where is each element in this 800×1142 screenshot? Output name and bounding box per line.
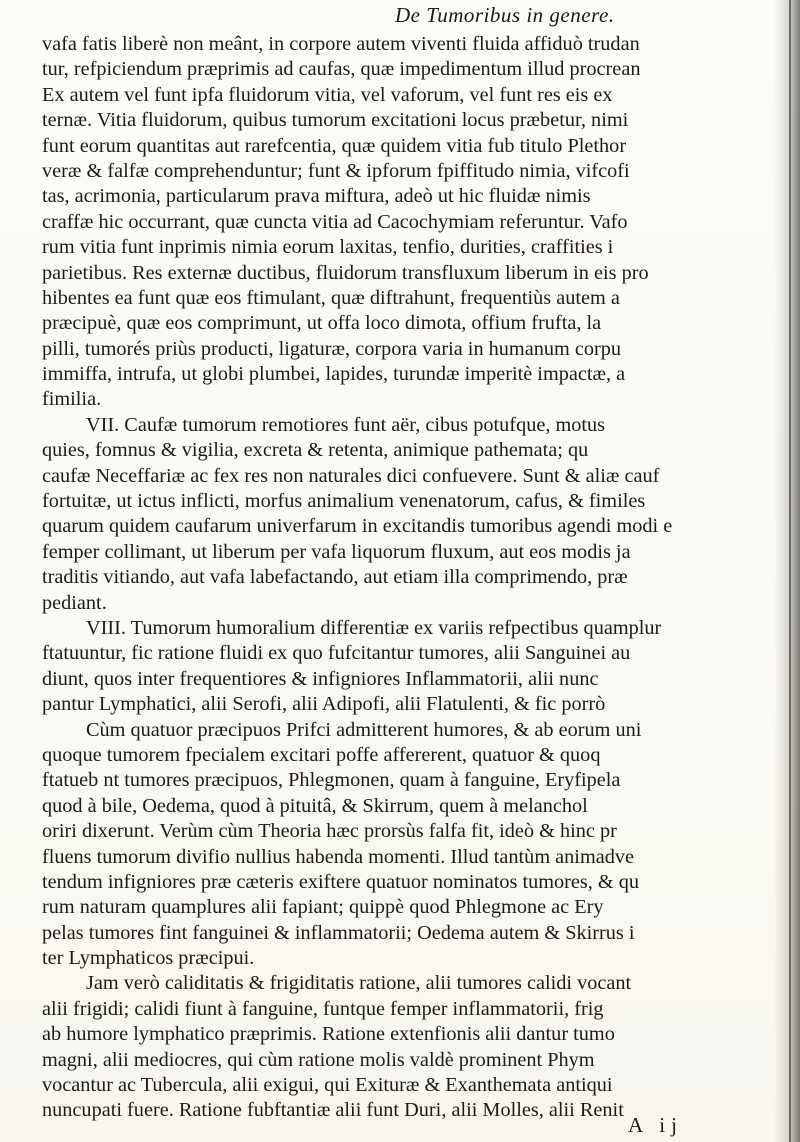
text-line: Jam verò caliditatis & frigiditatis ratione, alii tumores calidi vocant — [86, 972, 632, 995]
text-line: pediant. — [42, 591, 107, 614]
text-line: rum naturam quamplures alii fapiant; quippè quod Phlegmone ac Ery — [42, 896, 604, 919]
text-line: alii frigidi; calidi fiunt à fanguine, funtque femper inflammatorii, frig — [42, 997, 604, 1020]
text-line: tur, refpiciendum præprimis ad caufas, quæ impedimentum illud procrean — [42, 58, 641, 81]
running-header: De Tumoribus in genere. — [395, 3, 615, 27]
gutter-line — [789, 0, 791, 1142]
text-line: traditis vitiando, aut vafa labefactando, aut etiam illa comprimendo, præ — [42, 566, 628, 589]
text-line: ftatueb nt tumores præcipuos, Phlegmonen, quam à fanguine, Eryfipela — [42, 769, 621, 792]
text-line: ab humore lymphatico præprimis. Ratione extenfionis alii dantur tumo — [42, 1023, 615, 1046]
gutter-shadow — [774, 0, 800, 1142]
text-line: ter Lymphaticos præcipui. — [42, 947, 255, 970]
text-line: magni, alii mediocres, qui cùm ratione molis valdè prominent Phym — [42, 1048, 595, 1071]
text-line: diunt, quos inter frequentiores & infigniores Inflammatorii, alii nunc — [42, 667, 599, 690]
text-line: ftatuuntur, fic ratione fluidi ex quo fufcitantur tumores, alii Sanguinei au — [42, 642, 631, 665]
text-line: præcipuè, quæ eos comprimunt, ut offa loco dimota, offium frufta, la — [42, 312, 602, 335]
text-line: ternæ. Vitia fluidorum, quibus tumorum excitationi locus præbetur, nimi — [42, 109, 629, 132]
body-text — [42, 32, 782, 1124]
text-line: fortuitæ, ut ictus inflicti, morfus animalium venenatorum, cafus, & fimiles — [42, 490, 646, 513]
text-line: veræ & falfæ comprehenduntur; funt & ipforum fpiffitudo nimia, vifcofi — [42, 159, 630, 182]
text-line: VIII. Tumorum humoralium differentiæ ex variis refpectibus quamplur — [86, 616, 662, 639]
text-line: hibentes ea funt quæ eos ftimulant, quæ diftrahunt, frequentiùs autem a — [42, 286, 620, 309]
text-line: fluens tumorum divifio nullius habenda momenti. Illud tantùm animadve — [42, 845, 634, 868]
text-line: femper collimant, ut liberum per vafa liquorum fluxum, aut eos modis ja — [42, 540, 631, 563]
signature-mark: A ij — [628, 1113, 683, 1137]
text-line: craffæ hic occurrant, quæ cunctа vitia ad Cacochymiam referuntur. Vafo — [42, 210, 628, 233]
text-line: rum vitia funt inprimis nimia eorum laxitas, tenfio, durities, craffities i — [42, 236, 614, 259]
text-line: Ex autem vel funt ipfa fluidorum vitia, vel vaforum, vel funt res eis ex — [42, 83, 613, 106]
text-line: pantur Lymphatici, alii Serofi, alii Adipofi, alii Flatulenti, & fic porrò — [42, 693, 606, 716]
text-line: oriri dixerunt. Verùm cùm Theoria hæc prorsùs falfa fit, ideò & hinc pr — [42, 820, 617, 843]
text-line: Cùm quatuor præcipuos Prifci admitterent humores, & ab eorum uni — [86, 718, 642, 741]
text-line: pilli, tumorés priùs producti, ligaturæ, corpora varia in humanum corpu — [42, 337, 622, 360]
text-line: vafa fatis liberè non meânt, in corpore autem viventi fluida affiduò trudan — [42, 33, 640, 55]
text-line: pelas tumores fint fanguinei & inflammatorii; Oedema autem & Skirrus i — [42, 921, 635, 944]
text-line: tendum infigniores præ cæteris exiftere quatuor nominatos tumores, & qu — [42, 870, 640, 893]
text-line: nuncupati fuere. Ratione fubftantiæ alii funt Duri, alii Molles, alii Renit — [42, 1099, 624, 1122]
text-line: quies, fomnus & vigilia, excreta & retenta, animique pathemata; qu — [42, 439, 589, 462]
text-line: fimilia. — [42, 388, 102, 411]
text-line: quoque tumorem fpecialem excitari poffe affererent, quatuor & quoq — [42, 743, 601, 766]
text-line: quod à bile, Oedema, quod à pituitâ, & Skirrum, quem à melanchol — [42, 794, 588, 817]
text-line: VII. Caufæ tumorum remotiores funt aër, cibus potufque, motus — [86, 413, 606, 436]
text-line: immiffa, intrufa, ut globi plumbei, lapides, turundæ imperitè impactæ, a — [42, 363, 626, 386]
text-line: tas, acrimonia, particularum prava miftura, adeò ut hic fluidæ nimis — [42, 185, 591, 208]
text-line: funt eorum quantitas aut rarefcentia, quæ quidem vitia fub titulo Plethor — [42, 134, 627, 157]
text-line: quarum quidem caufarum univerfarum in excitandis tumoribus agendi modi e — [42, 515, 673, 538]
text-line: vocantur ac Tubercula, alii exigui, qui Exituræ & Exanthemata antiqui — [42, 1074, 613, 1097]
text-line: caufæ Neceffariæ ac fex res non naturales dici confuevere. Sunt & aliæ cauf — [42, 464, 660, 487]
text-line: parietibus. Res externæ ductibus, fluidorum transfluxum liberum in eis pro — [42, 261, 649, 284]
